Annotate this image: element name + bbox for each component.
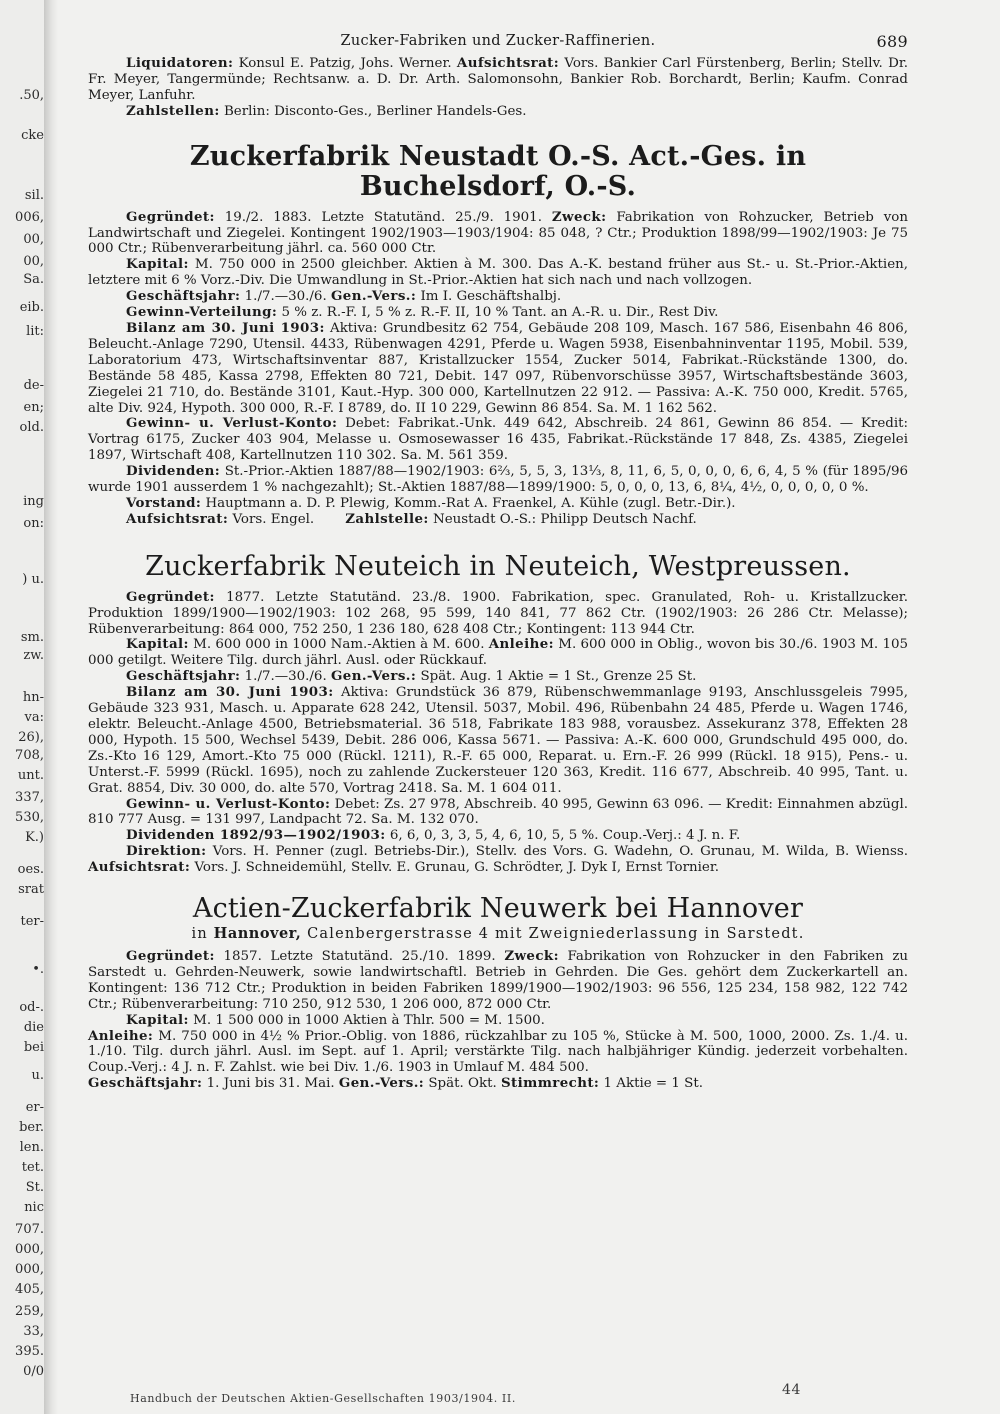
gutter-fragment: on: — [23, 516, 44, 531]
entry-neuteich — [88, 590, 908, 876]
gutter-fragment: de- — [23, 378, 44, 393]
gutter-fragment: od-. — [19, 1000, 44, 1015]
gutter-fragment: u. — [31, 1068, 44, 1083]
gutter-fragment: 395. — [15, 1344, 44, 1359]
gutter-fragment: cke — [21, 128, 44, 143]
gutter-fragment: 00, — [23, 254, 44, 269]
entry-title-neuwerk: Actien-Zuckerfabrik Neuwerk bei Hannover — [192, 893, 804, 925]
profit-distribution-paragraph: Gewinn-Verteilung: 5 % z. R.-F. I, 5 % z. R.-F. II, 10 % Tant. an A.-R. u. Dir., Rest Div. — [126, 304, 719, 321]
gutter-fragment: Sa. — [23, 272, 44, 287]
capital-paragraph: Kapital: M. 750 000 in 2500 gleichber. Aktien à M. 300. Das A.-K. bestand früher aus St.- u. St.-Prior.-Aktien, letztere mit 6 % Vorz.-Div. Die Umwandlung in St.-Prior.-Aktien hat sich nach und nach vollzogen. — [88, 256, 908, 289]
gutter-fragment: 006, — [15, 210, 44, 225]
founding-paragraph: Gegründet: 1877. Letzte Statutänd. 23./8. 1900. Fabrikation, spec. Granulated, Roh- u. Kristallzucker. Produktion 1899/1900—1902/1903: 102 268, 95 599, 140 841, 77 862 Ctr. (1902/1903: 26 286 Ctr. Melasse); Rübenverarbeitung: 864 000, 752 250, 1 236 180, 628 408 Ctr.; Kontingent: 113 944 Ctr. — [88, 588, 908, 637]
profit-loss-paragraph: Gewinn- u. Verlust-Konto: Debet: Zs. 27 978, Abschreib. 40 995, Gewinn 63 096. — Kredit: Einnahmen abzügl. 810 777 Ausg. = 131 997, Landpacht 72. Sa. M. 132 070. — [88, 795, 908, 828]
gutter-fragment: bei — [23, 1040, 44, 1055]
dividends-paragraph: Dividenden: St.-Prior.-Aktien 1887/88—1902/1903: 6⅔, 5, 5, 3, 13⅓, 8, 11, 6, 5, 0, 0, 0, 6, 6, 4, 5 % (für 1895/96 wurde 1901 ausserdem 1 % nachgezahlt); St.-Aktien 1887/88—1899/1900: 5, 0, 0, 0, 13, 6, 8¼, 4½, 0, 0, 0, 0, 0 %. — [88, 463, 908, 496]
prev-entry-officers: Liquidatoren: Konsul E. Patzig, Johs. Werner. Aufsichtsrat: Vors. Bankier Carl Fürstenberg, Berlin; Stellv. Dr. Fr. Meyer, Tangermünde; Rechtsanw. a. D. Dr. Arth. Salomonsohn, Bankier Rob. Borchardt, Berlin; Kaufm. Conrad Meyer, Lanfuhr. — [88, 55, 909, 103]
entry-title-neustadt: Zuckerfabrik Neustadt O.-S. Act.-Ges. in Buchelsdorf, O.-S. — [189, 140, 807, 202]
supervisory-paragraph: Aufsichtsrat: Vors. Engel. Zahlstelle: Neustadt O.-S.: Philipp Deutsch Nachf. — [126, 510, 697, 527]
gutter-fragment: 530, — [15, 810, 44, 825]
board-paragraph: Vorstand: Hauptmann a. D. P. Plewig, Komm.-Rat A. Fraenkel, A. Kühle (zugl. Betr.-Dir.). — [126, 494, 736, 511]
capital-paragraph: Kapital: M. 600 000 in 1000 Nam.-Aktien à M. 600. Anleihe: M. 600 000 in Oblig., wovon bis 30./6. 1903 M. 105 000 getilgt. Weitere Tilg. durch jährl. Ausl. oder Rückkauf. — [88, 636, 909, 669]
entry-neuwerk — [88, 949, 908, 1092]
gutter-fragment: va: — [24, 710, 44, 725]
footer-citation: Handbuch der Deutschen Aktien-Gesellschaften 1903/1904. II. — [130, 1392, 516, 1405]
gutter-fragment: zw. — [23, 648, 44, 663]
gutter-fragment: 000, — [15, 1242, 44, 1257]
gutter-fragment: ) u. — [22, 572, 44, 587]
entry-title-neuteich: Zuckerfabrik Neuteich in Neuteich, Westpreussen. — [145, 550, 851, 582]
gutter-fragment: .50, — [19, 88, 44, 103]
gutter-fragment: eib. — [19, 300, 44, 315]
balance-sheet-paragraph: Bilanz am 30. Juni 1903: Aktiva: Grundstück 36 879, Rübenschwemmanlage 9193, Anschlussgeleis 7995, Gebäude 323 931, Masch. u. Apparate 628 242, Utensil. 5037, Mobil. 496, Rübenbahn 24 485, Pferde u. Wagen 1746, elektr. Beleucht.-Anlage 4500, Betriebsmaterial. 36 518, Fabrikate 183 988, vorausbez. Assekuranz 378, Effekten 28 000, Hypoth. 15 500, Wechsel 5439, Debit. 286 006, Kassa 5671. — Passiva: A.-K. 600 000, Grundschuld 495 000, do. Zs.-Kto 16 129, Amort.-Kto 75 000 (Rückl. 1211), R.-F. 65 000, Reparat. u. Ern.-F. 26 999 (Rückl. 18 915), Pens.- u. Unterst.-F. 5999 (Rückl. 1695), noch zu zahlende Zuckersteuer 120 363, Kredit. 116 677, Abschreib. 40 995, Tant. u. Grat. 8854, Div. 30 000, do. alte 570, Vortrag 2418. Sa. M. 1 604 011. — [88, 684, 908, 796]
gutter-fragment: srat — [18, 882, 44, 897]
running-head-title: Zucker-Fabriken und Zucker-Raffinerien. — [340, 33, 656, 49]
gutter-fragment: 708, — [15, 748, 44, 763]
page-fold-shadow — [44, 0, 58, 1414]
gutter-fragment: 00, — [23, 232, 44, 247]
gutter-fragment: 0/0 — [23, 1364, 44, 1379]
fiscal-year-paragraph: Geschäftsjahr: 1. Juni bis 31. Mai. Gen.-Vers.: Spät. Okt. Stimmrecht: 1 Aktie = 1 St. — [88, 1075, 703, 1092]
fiscal-year-paragraph: Geschäftsjahr: 1./7.—30./6. Gen.-Vers.: Spät. Aug. 1 Aktie = 1 St., Grenze 25 St. — [126, 668, 697, 685]
gutter-fragment: tet. — [21, 1160, 44, 1175]
gutter-fragment: 33, — [23, 1324, 44, 1339]
fiscal-year-paragraph: Geschäftsjahr: 1./7.—30./6. Gen.-Vers.: Im I. Geschäftshalbj. — [126, 288, 562, 305]
balance-sheet-paragraph: Bilanz am 30. Juni 1903: Aktiva: Grundbesitz 62 754, Gebäude 208 109, Masch. 167 586, Eisenbahn 46 806, Beleucht.-Anlage 7290, Utensil. 4433, Rübenwagen 4291, Pferde u. Wagen 5938, Eisenbahninventar 1195, Mobil. 539, Laboratorium 473, Wirtschaftsinventar 887, Kristallzucker 1554, Zucker 5014, Fabrikat.-Rückstände 1300, do. Bestände 58 485, Kassa 2798, Effekten 80 721, Debit. 147 097, Rübenvorschüsse 3957, Wirtschaftsbestände 3603, Ziegelei 21 710, do. Bestände 3101, Kaut.-Hyp. 300 000, Kartellnutzen 22 912. — Passiva: A.-K. 750 000, Kredit. 5765, alte Div. 924, Hypoth. 300 000, R.-F. I 8789, do. II 10 229, Gewinn 86 854. Sa. M. 1 162 562. — [88, 319, 908, 416]
gutter-fragment: ber. — [19, 1120, 44, 1135]
gutter-fragment: old. — [19, 420, 44, 435]
gutter-fragment: hn- — [22, 690, 44, 705]
gutter-fragment: unt. — [17, 768, 44, 783]
management-paragraph: Direktion: Vors. H. Penner (zugl. Betriebs-Dir.), Stellv. des Vors. G. Wadehn, O. Grunau, M. Wilda, B. Wienss. Aufsichtsrat: Vors. J. Schneidemühl, Stellv. E. Grunau, G. Schrödter, J. Dyk I, Ernst Tornier. — [88, 843, 908, 876]
founding-paragraph: Gegründet: 1857. Letzte Statutänd. 25./10. 1899. Zweck: Fabrikation von Rohzucker in den Fabriken zu Sarstedt u. Gehrden-Neuwerk, sowie landwirtschaftl. Betrieb in Gehrden. Die Ges. gehört dem Zuckerkartell an. Kontingent: 136 712 Ctr.; Produktion in beiden Fabriken 1899/1900—1902/1903: 96 556, 125 234, 158 982, 122 742 Ctr.; Rübenverarbeitung: 710 250, 912 530, 1 206 000, 872 000 Ctr. — [88, 947, 908, 1012]
bond-paragraph: Anleihe: M. 750 000 in 4½ % Prior.-Oblig. von 1886, rückzahlbar zu 105 %, Stücke à M. 500, 1000, 2000. Zs. 1./4. u. 1./10. Tilg. durch jährl. Ausl. im Sept. auf 1. April; verstärkte Tilg. nach halbjähriger Kündig. jederzeit vorbehalten. Coup.-Verj.: 4 J. n. F. Zahlst. wie bei Div. 1./6. 1903 in Umlauf M. 484 500. — [88, 1027, 908, 1076]
gutter-fragment: sm. — [20, 630, 44, 645]
gutter-fragment: sil. — [24, 188, 44, 203]
gutter-fragment: K.) — [25, 830, 44, 845]
gutter-fragment: •. — [32, 962, 44, 977]
gutter-fragment: lit: — [26, 324, 44, 339]
entry-subtitle-neuwerk: in Hannover, Calenbergerstrasse 4 mit Zweigniederlassung in Sarstedt. — [191, 925, 805, 943]
running-head — [88, 34, 908, 56]
gutter-fragment: 405, — [15, 1282, 44, 1297]
gutter-fragment: len. — [19, 1140, 44, 1155]
gutter-fragment: nic — [24, 1200, 44, 1215]
dividends-paragraph: Dividenden 1892/93—1902/1903: 6, 6, 0, 3, 3, 5, 4, 6, 10, 5, 5 %. Coup.-Verj.: 4 J. n. F. — [126, 827, 741, 844]
capital-paragraph: Kapital: M. 1 500 000 in 1000 Aktien à Thlr. 500 = M. 1500. — [126, 1011, 545, 1028]
profit-loss-paragraph: Gewinn- u. Verlust-Konto: Debet: Fabrikat.-Unk. 449 642, Abschreib. 24 861, Gewinn 86 854. — Kredit: Vortrag 6175, Zucker 403 904, Melasse u. Osmosewasser 16 435, Fabrikat.-Rückstände 17 848, Zs. 4385, Ziegelei 1897, Wirtschaft 408, Kartellnutzen 110 302. Sa. M. 561 359. — [88, 415, 908, 464]
gutter-fragment: ter- — [20, 914, 44, 929]
gutter-fragment: 337, — [15, 790, 44, 805]
prev-entry — [88, 56, 908, 120]
gutter-fragment: die — [23, 1020, 44, 1035]
gutter-fragment: oes. — [17, 862, 44, 877]
gutter-fragment: 259, — [15, 1304, 44, 1319]
gutter-fragment: 000, — [15, 1262, 44, 1277]
gutter-fragment: St. — [25, 1180, 44, 1195]
page-number: 689 — [876, 32, 908, 51]
founding-paragraph: Gegründet: 19./2. 1883. Letzte Statutänd. 25./9. 1901. Zweck: Fabrikation von Rohzucker, Betrieb von Landwirtschaft und Ziegelei. Kontingent 1902/1903—1903/1904: 85 048, ? Ctr.; Produktion 1898/99—1902/1903: Je 75 000 Ctr.; Rübenverarbeitung jährl. ca. 560 000 Ctr. — [88, 208, 908, 257]
signature-mark: 44 — [782, 1382, 802, 1398]
book-page — [88, 34, 908, 1092]
gutter-fragment: 707. — [15, 1222, 44, 1237]
entry-neustadt — [88, 210, 908, 528]
gutter-fragment: 26), — [18, 730, 44, 745]
page-footer — [130, 1382, 870, 1405]
gutter-fragment: en; — [23, 400, 44, 415]
gutter-fragment: ing — [23, 494, 44, 509]
gutter-fragment: er- — [25, 1100, 44, 1115]
prev-entry-paying-agents: Zahlstellen: Berlin: Disconto-Ges., Berliner Handels-Ges. — [126, 102, 527, 119]
